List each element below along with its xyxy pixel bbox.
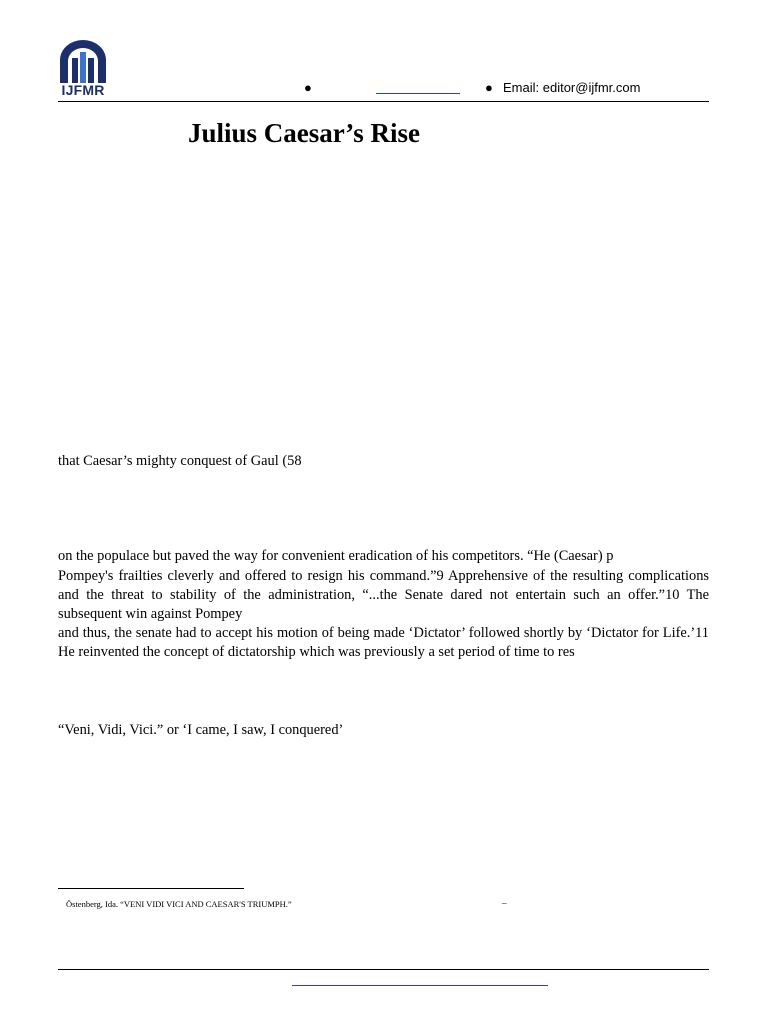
body-paragraph: and thus, the senate had to accept his motion of being made ‘Dictator’ followed shortly by ‘Dictator for Life.’11 He reinvented the concept of dictatorship which was previously a set period of time to res — [58, 625, 709, 660]
footnote-separator — [58, 888, 244, 889]
website-link[interactable] — [376, 93, 460, 94]
page-title: Julius Caesar’s Rise — [188, 118, 420, 148]
body-paragraph: Pompey's frailties cleverly and offered to resign his command.”9 Apprehensive of the resulting complications and the threat to stability of the administration, “...the Senate dared not entertain such an offer.”10 The subsequent win against Pompey — [58, 568, 709, 622]
footer-rule — [58, 969, 709, 970]
header-contact-bar — [0, 80, 768, 98]
quote-paragraph: “Veni, Vidi, Vici.” or ‘I came, I saw, I conquered’ — [58, 722, 344, 738]
building-arch-icon — [58, 40, 108, 84]
logo-text: IJFMR — [61, 82, 105, 98]
header-bullet: ● — [304, 80, 312, 95]
footnote: Östenberg, Ida. “VENI VIDI VICI AND CAESAR'S TRIUMPH.” — [66, 899, 292, 909]
body-paragraph: that Caesar’s mighty conquest of Gaul (58 — [58, 453, 302, 469]
body-paragraph: on the populace but paved the way for convenient eradication of his competitors. “He (Caesar) p — [58, 548, 614, 564]
header-rule — [58, 101, 709, 102]
footnote-dash: – — [502, 898, 507, 908]
header-bullet: ● — [485, 80, 493, 95]
email-address: Email: editor@ijfmr.com — [503, 80, 641, 95]
footer-link[interactable] — [292, 985, 548, 986]
